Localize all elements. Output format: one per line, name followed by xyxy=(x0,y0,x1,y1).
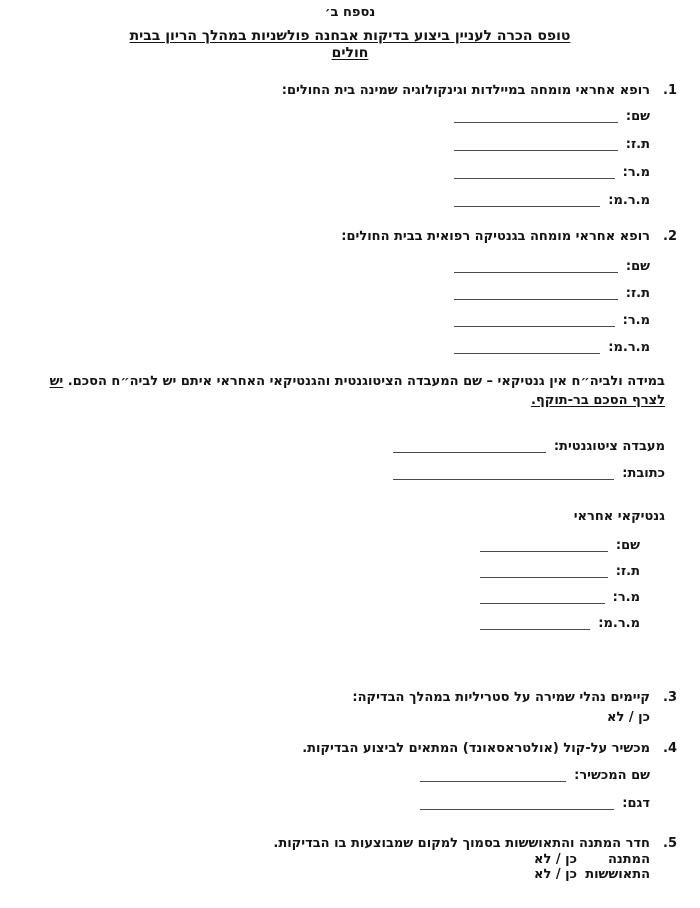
doctor2-fields xyxy=(454,258,650,356)
waiting-room-label: המתנה xyxy=(607,852,650,867)
geneticist-license-row xyxy=(480,589,640,606)
geneticist-heading: גנטיקאי אחראי xyxy=(573,509,665,524)
id-field-label: ת.ז: xyxy=(615,564,640,579)
device-model-fill-line[interactable] xyxy=(420,809,614,810)
item-3-yes-no-option[interactable]: כן / לא xyxy=(607,710,650,725)
waiting-room-yes-no-option[interactable]: כן / לא xyxy=(534,852,577,867)
device-fields xyxy=(420,767,650,812)
specialist-license-field-label: מ.ר.מ: xyxy=(598,616,640,631)
item-1-number: 1. xyxy=(663,83,677,98)
lab-address-row xyxy=(393,465,665,482)
geneticist-id-row xyxy=(480,563,640,580)
name-field-label: שם: xyxy=(625,259,650,274)
lab-name-row xyxy=(393,438,665,455)
doctor2-license-row xyxy=(454,312,650,329)
geneticist-name-fill-line[interactable] xyxy=(480,551,608,552)
geneticist-name-row xyxy=(480,537,640,554)
form-item-4 xyxy=(30,740,677,757)
device-model-label: דגם: xyxy=(622,796,650,811)
doctor2-name-fill-line[interactable] xyxy=(454,272,618,273)
geneticist-specialist-license-fill-line[interactable] xyxy=(480,629,590,630)
agreement-note-underline-end: לצרף הסכם בר-תוקף. xyxy=(531,393,665,408)
item-5-text: חדר המתנה והתאוששות בסמוך למקום שמבוצעות בו הבדיקות. xyxy=(273,836,650,851)
agreement-note-underline-start: יש xyxy=(49,374,64,389)
name-field-label: שם: xyxy=(615,538,640,553)
waiting-room-row xyxy=(30,852,650,867)
doctor1-specialist-license-row xyxy=(454,192,650,209)
agreement-note-line-1 xyxy=(20,372,665,391)
id-field-label: ת.ז: xyxy=(625,286,650,301)
doctor2-id-row xyxy=(454,285,650,302)
doctor2-specialist-license-row xyxy=(454,339,650,356)
form-item-2 xyxy=(30,228,677,245)
doctor1-id-fill-line[interactable] xyxy=(454,150,618,151)
doctor2-name-row xyxy=(454,258,650,275)
lab-address-fill-line[interactable] xyxy=(393,479,614,480)
agreement-note xyxy=(20,372,665,410)
form-item-5 xyxy=(30,835,677,882)
form-item-1 xyxy=(30,82,677,99)
doctor1-id-row xyxy=(454,136,650,153)
id-field-label: ת.ז: xyxy=(625,137,650,152)
doctor1-license-row xyxy=(454,164,650,181)
recovery-room-row xyxy=(30,867,650,882)
form-item-3 xyxy=(30,688,677,728)
item-3-text: קיימים נהלי שמירה על סטריליות במהלך הבדיקה: xyxy=(352,690,650,705)
doctor2-id-fill-line[interactable] xyxy=(454,299,618,300)
geneticist-license-fill-line[interactable] xyxy=(480,603,605,604)
lab-name-fill-line[interactable] xyxy=(393,452,546,453)
lab-name-label: מעבדה ציטוגנטית: xyxy=(553,439,665,454)
license-field-label: מ.ר: xyxy=(622,165,650,180)
item-3-number: 3. xyxy=(663,690,677,705)
device-name-row xyxy=(420,767,650,784)
doctor1-license-fill-line[interactable] xyxy=(454,178,615,179)
license-field-label: מ.ר: xyxy=(612,590,640,605)
license-field-label: מ.ר: xyxy=(622,313,650,328)
name-field-label: שם: xyxy=(625,109,650,124)
agreement-note-text: במידה ולביה״ח אין גנטיקאי – שם המעבדה הציטוגנטית והגנטיקאי האחראי איתם יש לביה״ח הסכם. xyxy=(67,374,665,389)
item-4-number: 4. xyxy=(663,741,677,756)
item-2-text: רופא אחראי מומחה בגנטיקה רפואית בבית החולים: xyxy=(341,229,650,244)
specialist-license-field-label: מ.ר.מ: xyxy=(608,340,650,355)
doctor2-specialist-license-fill-line[interactable] xyxy=(454,353,600,354)
item-4-text: מכשיר על-קול (אולטראסאונד) המתאים לביצוע הבדיקות. xyxy=(302,741,650,756)
device-name-fill-line[interactable] xyxy=(420,781,566,782)
recovery-room-label: התאוששות xyxy=(585,867,650,882)
specialist-license-field-label: מ.ר.מ: xyxy=(608,193,650,208)
doctor2-license-fill-line[interactable] xyxy=(454,326,615,327)
item-2-number: 2. xyxy=(663,229,677,244)
form-title-line-2: חולים xyxy=(331,45,369,61)
device-model-row xyxy=(420,795,650,812)
form-title xyxy=(0,28,700,62)
geneticist-fields xyxy=(480,537,640,632)
form-title-line-1: טופס הכרה לעניין ביצוע בדיקות אבחנה פולשניות במהלך הריון בבית xyxy=(129,28,571,44)
item-5-number: 5. xyxy=(663,836,677,851)
doctor1-specialist-license-fill-line[interactable] xyxy=(454,206,600,207)
agreement-note-line-2 xyxy=(20,391,665,410)
geneticist-specialist-license-row xyxy=(480,615,640,632)
doctor1-name-row xyxy=(454,108,650,125)
doctor1-fields xyxy=(454,108,650,209)
appendix-label: נספח ב׳ xyxy=(324,5,376,20)
doctor1-name-fill-line[interactable] xyxy=(454,122,618,123)
item-1-text: רופא אחראי מומחה במיילדות וגינקולוגיה שמינה בית החולים: xyxy=(281,83,650,98)
device-name-label: שם המכשיר: xyxy=(574,768,650,783)
lab-address-label: כתובת: xyxy=(622,466,665,481)
recovery-room-yes-no-option[interactable]: כן / לא xyxy=(534,867,577,882)
lab-fields xyxy=(393,438,665,482)
geneticist-id-fill-line[interactable] xyxy=(480,577,608,578)
